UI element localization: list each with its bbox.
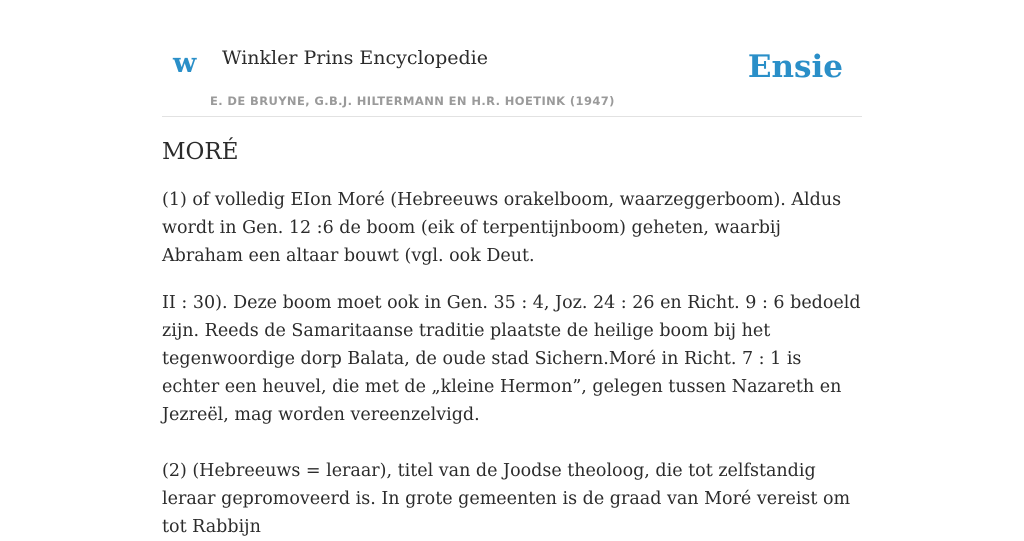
- article: [162, 138, 862, 541]
- brand-link[interactable]: Ensie: [747, 49, 843, 85]
- article-paragraph: (2) (Hebreeuws = leraar), titel van de Joodse theoloog, die tot zelfstandig leraar gepromoveerd is. In grote gemeenten is de graad van Moré vereist om tot Rabbijn: [162, 460, 851, 537]
- article-paragraph: II : 30). Deze boom moet ook in Gen. 35 : 4, Joz. 24 : 26 en Richt. 9 : 6 bedoeld zijn. Reeds de Samaritaanse traditie plaatste de heilige boom bij het tegenwoordige dorp Balata, de oude stad Sichern.Moré in Richt. 7 : 1 is echter een heuvel, die met de „kleine Hermon”, gelegen tussen Nazareth en Jezreël, mag worden vereenzelvigd.: [162, 292, 861, 425]
- article-title: MORÉ: [162, 139, 239, 165]
- site-logo[interactable]: w: [173, 48, 197, 79]
- site-header: [162, 0, 862, 117]
- article-paragraph: (1) of volledig EIon Moré (Hebreeuws orakelboom, waarzeggerboom). Aldus wordt in Gen. 12 :6 de boom (eik of terpentijnboom) geheten, waarbij Abraham een altaar bouwt (vgl. ook Deut.: [162, 189, 842, 266]
- publication-title: Winkler Prins Encyclopedie: [222, 47, 488, 69]
- publication-authors: E. DE BRUYNE, G.B.J. HILTERMANN EN H.R. HOETINK (1947): [210, 94, 615, 108]
